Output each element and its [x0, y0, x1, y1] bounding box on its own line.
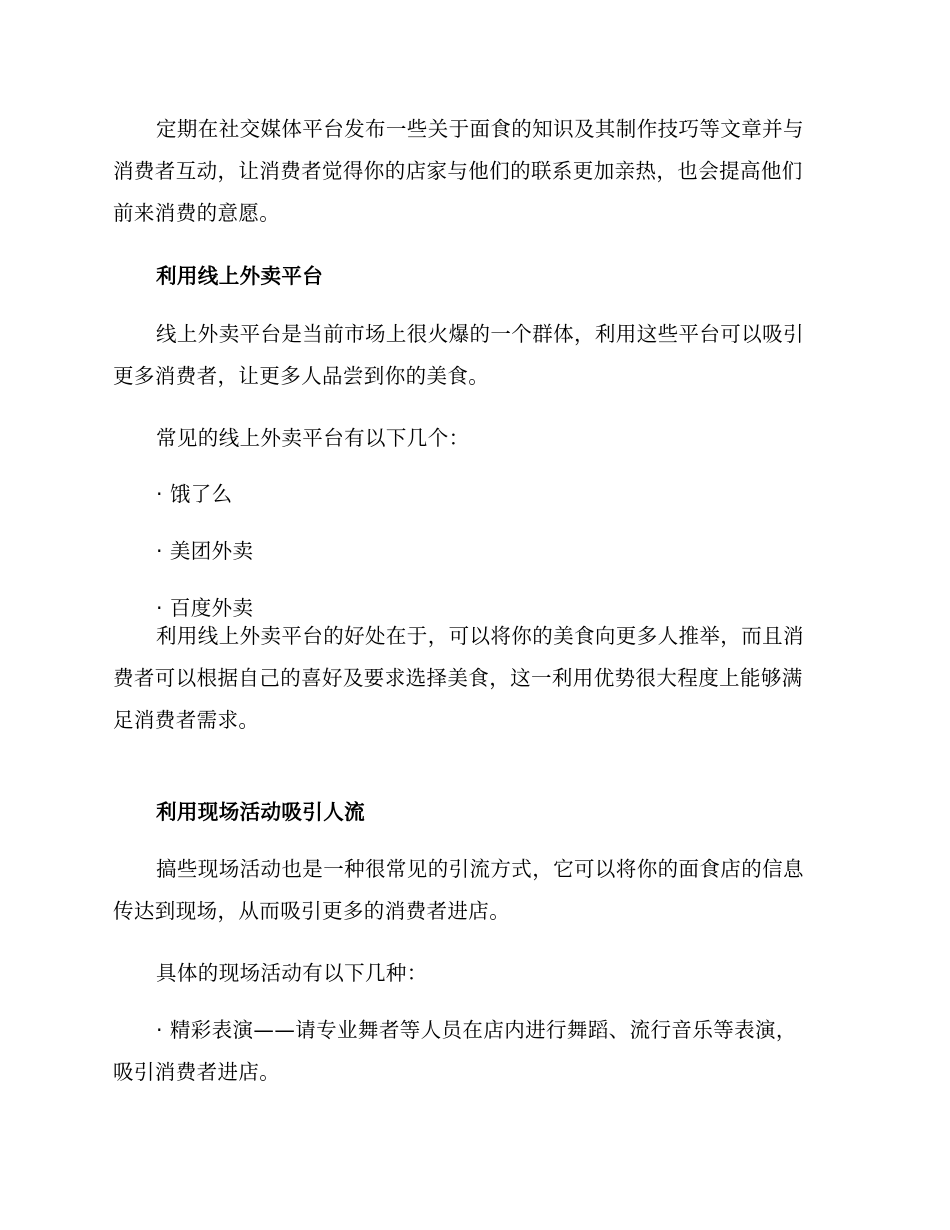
list-item-text: 吸引消费者进店。 — [113, 1060, 281, 1084]
paragraph-line: 前来消费的意愿。 — [113, 201, 281, 225]
paragraph-line: 传达到现场，从而吸引更多的消费者进店。 — [113, 899, 511, 923]
paragraph-platform-list-intro — [113, 417, 831, 459]
list-item-text: · 精彩表演——请专业舞者等人员在店内进行舞蹈、流行音乐等表演， — [156, 1018, 797, 1042]
paragraph-onsite-intro — [113, 848, 831, 932]
paragraph-delivery-intro — [113, 313, 831, 397]
heading-text: 利用线上外卖平台 — [156, 264, 324, 288]
list-item-eleme — [113, 473, 831, 515]
list-item-performance — [113, 1009, 831, 1093]
paragraph-line: 线上外卖平台是当前市场上很火爆的一个群体，利用这些平台可以吸引 — [156, 322, 804, 346]
list-item-text: · 美团外卖 — [156, 539, 254, 563]
paragraph-line: 常见的线上外卖平台有以下几个： — [156, 426, 470, 450]
paragraph-line: 搞些现场活动也是一种很常见的引流方式，它可以将你的面食店的信息 — [156, 857, 804, 881]
paragraph-line: 更多消费者，让更多人品尝到你的美食。 — [113, 364, 490, 388]
section-heading-delivery-platforms — [113, 255, 831, 297]
list-item-text: · 饿了么 — [156, 482, 233, 506]
list-item-text: · 百度外卖 — [156, 596, 254, 620]
paragraph-line: 利用线上外卖平台的好处在于，可以将你的美食向更多人推举，而且消 — [156, 624, 804, 648]
list-item-meituan — [113, 530, 831, 572]
paragraph-line: 消费者互动，让消费者觉得你的店家与他们的联系更加亲热，也会提高他们 — [113, 159, 803, 183]
paragraph-delivery-benefits — [113, 615, 831, 741]
heading-text: 利用现场活动吸引人流 — [156, 800, 365, 824]
section-heading-onsite-events — [113, 791, 831, 833]
paragraph-line: 具体的现场活动有以下几种： — [156, 961, 428, 985]
paragraph-social-media — [113, 108, 831, 234]
paragraph-line: 足消费者需求。 — [113, 708, 260, 732]
paragraph-onsite-list-intro — [113, 952, 831, 994]
paragraph-line: 费者可以根据自己的喜好及要求选择美食，这一利用优势很大程度上能够满 — [113, 666, 803, 690]
paragraph-line: 定期在社交媒体平台发布一些关于面食的知识及其制作技巧等文章并与 — [156, 117, 804, 141]
